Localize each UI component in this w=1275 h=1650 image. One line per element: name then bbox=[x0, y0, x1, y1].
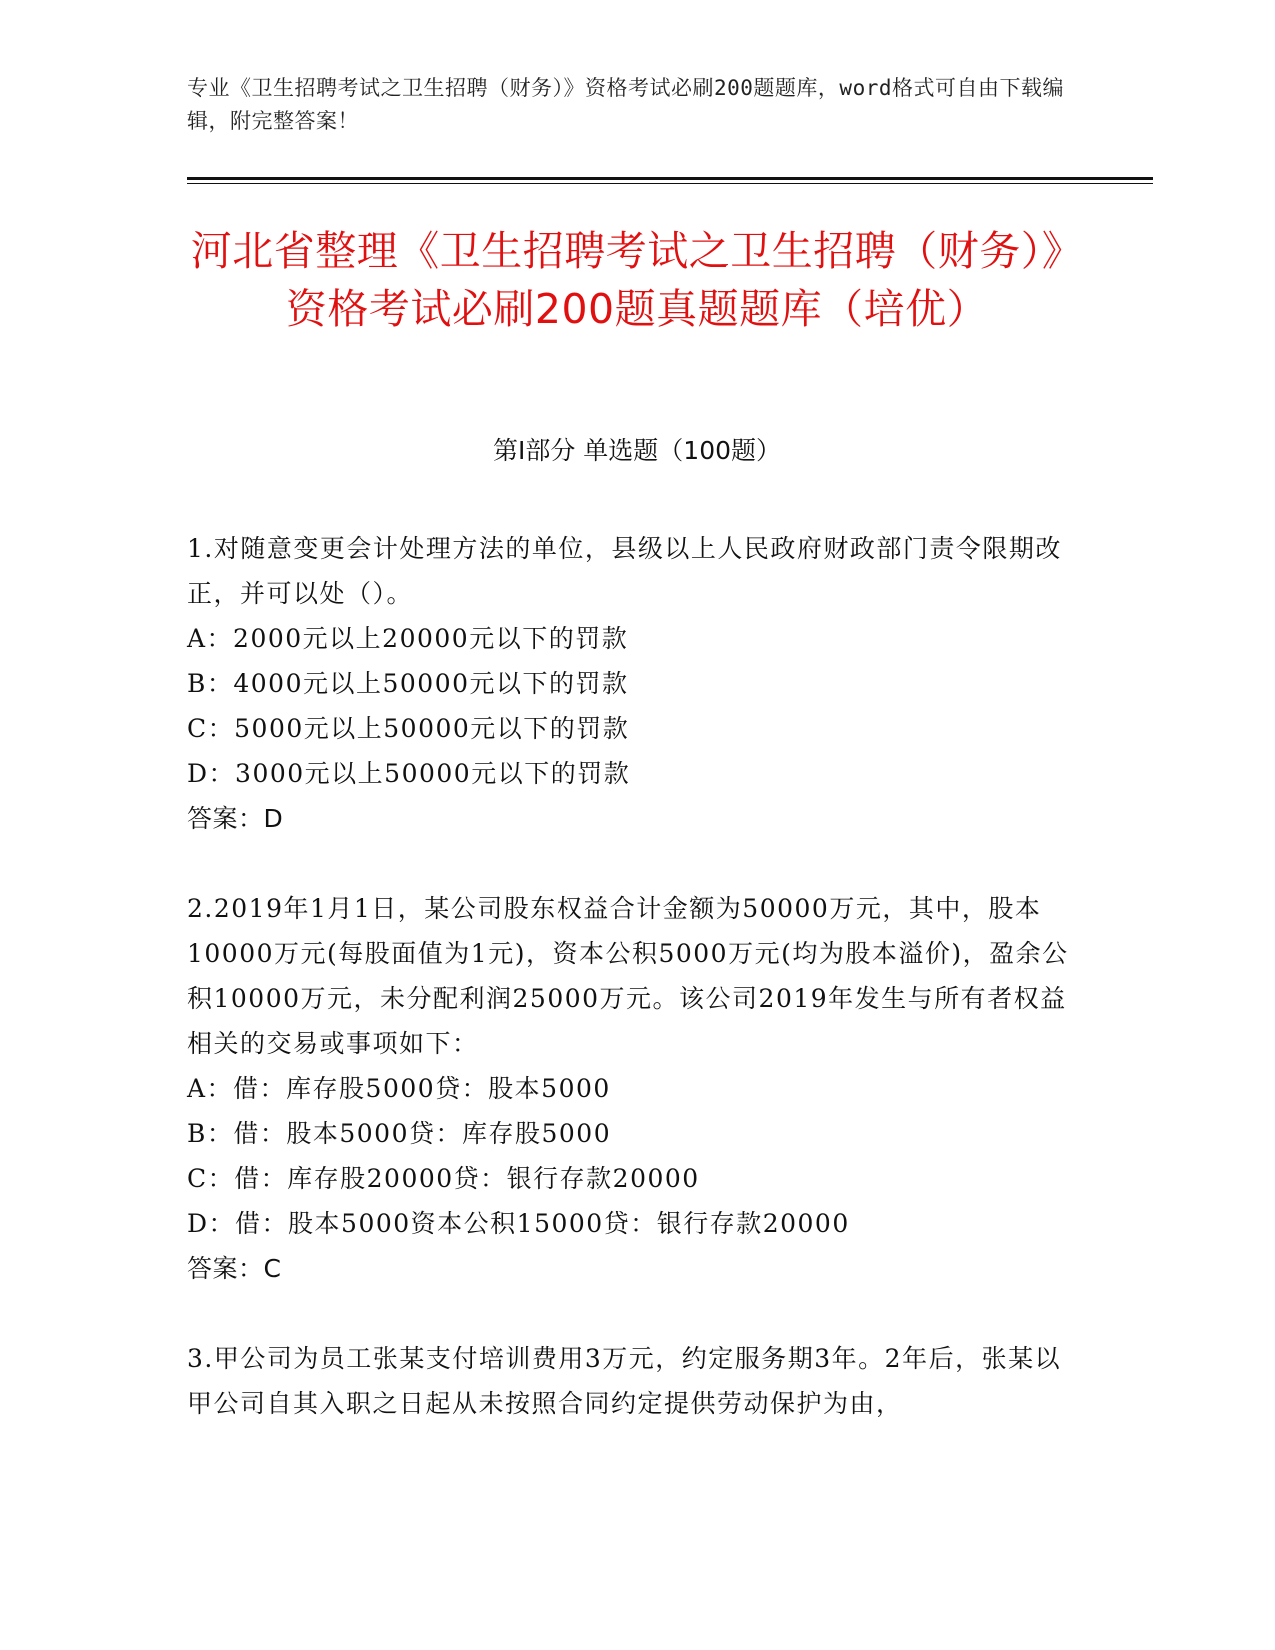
question-answer: 答案：C bbox=[187, 1254, 282, 1283]
question-option-a: A：2000元以上20000元以下的罚款 bbox=[187, 624, 629, 653]
question-option-d: D：3000元以上50000元以下的罚款 bbox=[187, 759, 631, 788]
question-answer: 答案：D bbox=[187, 804, 284, 833]
question-2 bbox=[187, 886, 1087, 1291]
header-note: 专业《卫生招聘考试之卫生招聘（财务）》资格考试必刷200题题库，word格式可自由下载编辑，附完整答案！ bbox=[187, 76, 1064, 133]
question-list bbox=[187, 526, 1087, 1471]
question-option-d: D：借：股本5000资本公积15000贷：银行存款20000 bbox=[187, 1209, 850, 1238]
question-stem: 3.甲公司为员工张某支付培训费用3万元，约定服务期3年。2年后，张某以甲公司自其入职之日起从未按照合同约定提供劳动保护为由， bbox=[187, 1344, 1062, 1418]
header-rule-thin bbox=[187, 183, 1153, 184]
question-option-c: C：借：库存股20000贷：银行存款20000 bbox=[187, 1164, 700, 1193]
question-option-a: A：借：库存股5000贷：股本5000 bbox=[187, 1074, 611, 1103]
section-heading: 第Ⅰ部分 单选题（100题） bbox=[492, 436, 782, 465]
question-3 bbox=[187, 1336, 1087, 1426]
question-option-b: B：4000元以上50000元以下的罚款 bbox=[187, 669, 629, 698]
question-option-b: B：借：股本5000贷：库存股5000 bbox=[187, 1119, 612, 1148]
question-stem: 1.对随意变更会计处理方法的单位，县级以上人民政府财政部门责令限期改正，并可以处（）。 bbox=[187, 534, 1062, 608]
document-title: 河北省整理《卫生招聘考试之卫生招聘（财务）》资格考试必刷200题真题题库（培优） bbox=[190, 227, 1084, 333]
question-option-c: C：5000元以上50000元以下的罚款 bbox=[187, 714, 630, 743]
header-rule-thick bbox=[187, 177, 1153, 180]
question-stem: 2.2019年1月1日，某公司股东权益合计金额为50000万元，其中，股本10000万元(每股面值为1元)，资本公积5000万元(均为股本溢价)，盈余公积10000万元，未分配利润25000万元。该公司2019年发生与所有者权益相关的交易或事项如下： bbox=[187, 894, 1069, 1058]
question-1 bbox=[187, 526, 1087, 841]
